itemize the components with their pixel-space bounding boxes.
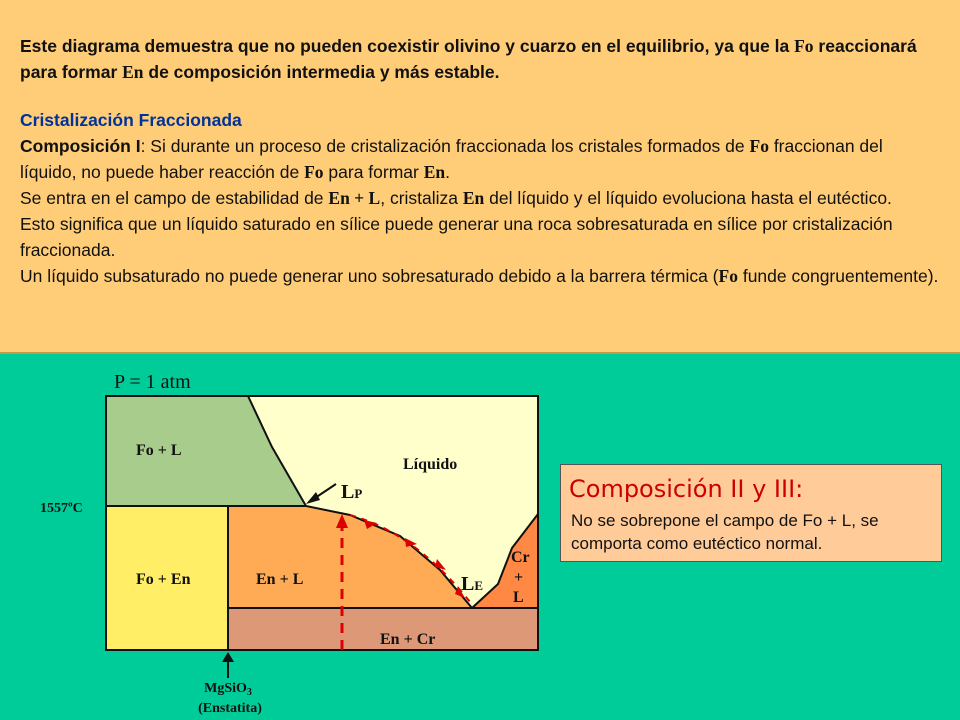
en-l-label: En + L bbox=[256, 571, 304, 588]
enstatite-label: (Enstatita) bbox=[198, 701, 262, 716]
composition-i-label: Composición I bbox=[20, 136, 141, 156]
sentence-2a: Se entra en el campo de estabilidad de bbox=[20, 188, 329, 208]
temperature-label: 1557ºC bbox=[40, 501, 83, 516]
intro-text-1: Este diagrama demuestra que no pueden coexistir olivino y cuarzo en el equilibrio, ya que la bbox=[20, 36, 795, 56]
fo-symbol: Fo bbox=[304, 162, 324, 182]
sentence-2c: del líquido y el líquido evoluciona hasta el eutéctico. bbox=[484, 188, 892, 208]
mgsio-text: MgSiO bbox=[204, 681, 247, 696]
sentence-4a: Un líquido subsaturado no puede generar uno sobresaturado debido a la barrera térmica ( bbox=[20, 266, 719, 286]
pressure-label: P = 1 atm bbox=[114, 371, 191, 393]
info-box-title: Composición II y III: bbox=[569, 475, 804, 503]
composition-ii-iii-box bbox=[560, 464, 942, 562]
intro-text-3: de composición intermedia y más estable. bbox=[143, 62, 500, 82]
info-box-text: No se sobrepone el campo de Fo + L, se comporta como eutéctico normal. bbox=[571, 511, 879, 553]
fo-symbol: Fo bbox=[749, 136, 769, 156]
le-main: L bbox=[461, 573, 475, 595]
fo-symbol: Fo bbox=[794, 36, 814, 56]
lp-main: L bbox=[341, 481, 355, 503]
en-symbol: En bbox=[462, 188, 485, 208]
en-cr-label: En + Cr bbox=[380, 631, 436, 648]
intro-text-2: reaccionará para formar bbox=[20, 36, 917, 82]
sentence-4b: funde congruentemente). bbox=[737, 266, 939, 286]
mgsio3-label bbox=[204, 681, 252, 698]
en-l-symbol: En + L bbox=[328, 188, 381, 208]
enstatite-arrow-icon bbox=[222, 652, 234, 662]
en-symbol: En bbox=[122, 62, 144, 82]
lp-sub: P bbox=[354, 486, 363, 501]
fo-l-label: Fo + L bbox=[136, 442, 182, 459]
sentence-2b: , cristaliza bbox=[380, 188, 463, 208]
composition-i-paragraph bbox=[20, 133, 940, 289]
fo-en-label: Fo + En bbox=[136, 571, 191, 588]
sentence-1a: Si durante un proceso de cristalización fraccionada los cristales formados de bbox=[145, 136, 750, 156]
fo-symbol: Fo bbox=[718, 266, 738, 286]
sentence-1c: para formar bbox=[323, 162, 424, 182]
mgsio-subscript: 3 bbox=[246, 687, 252, 698]
intro-paragraph bbox=[20, 33, 940, 85]
sentence-1d: . bbox=[445, 162, 451, 182]
explanation-panel bbox=[0, 0, 960, 354]
section-heading: Cristalización Fraccionada bbox=[20, 110, 242, 130]
le-sub: E bbox=[474, 578, 484, 593]
sentence-1b: fraccionan del líquido, no puede haber reacción de bbox=[20, 136, 883, 182]
colon: : bbox=[140, 136, 146, 156]
cr-label: Cr bbox=[511, 549, 530, 566]
liquid-label: Líquido bbox=[403, 456, 458, 473]
en-symbol: En bbox=[423, 162, 446, 182]
plus-label: + bbox=[514, 569, 524, 586]
l-label: L bbox=[513, 589, 524, 606]
sentence-3: Esto significa que un líquido saturado en sílice puede generar una roca sobresaturada en sílice por cristalización fraccionada. bbox=[20, 214, 893, 260]
